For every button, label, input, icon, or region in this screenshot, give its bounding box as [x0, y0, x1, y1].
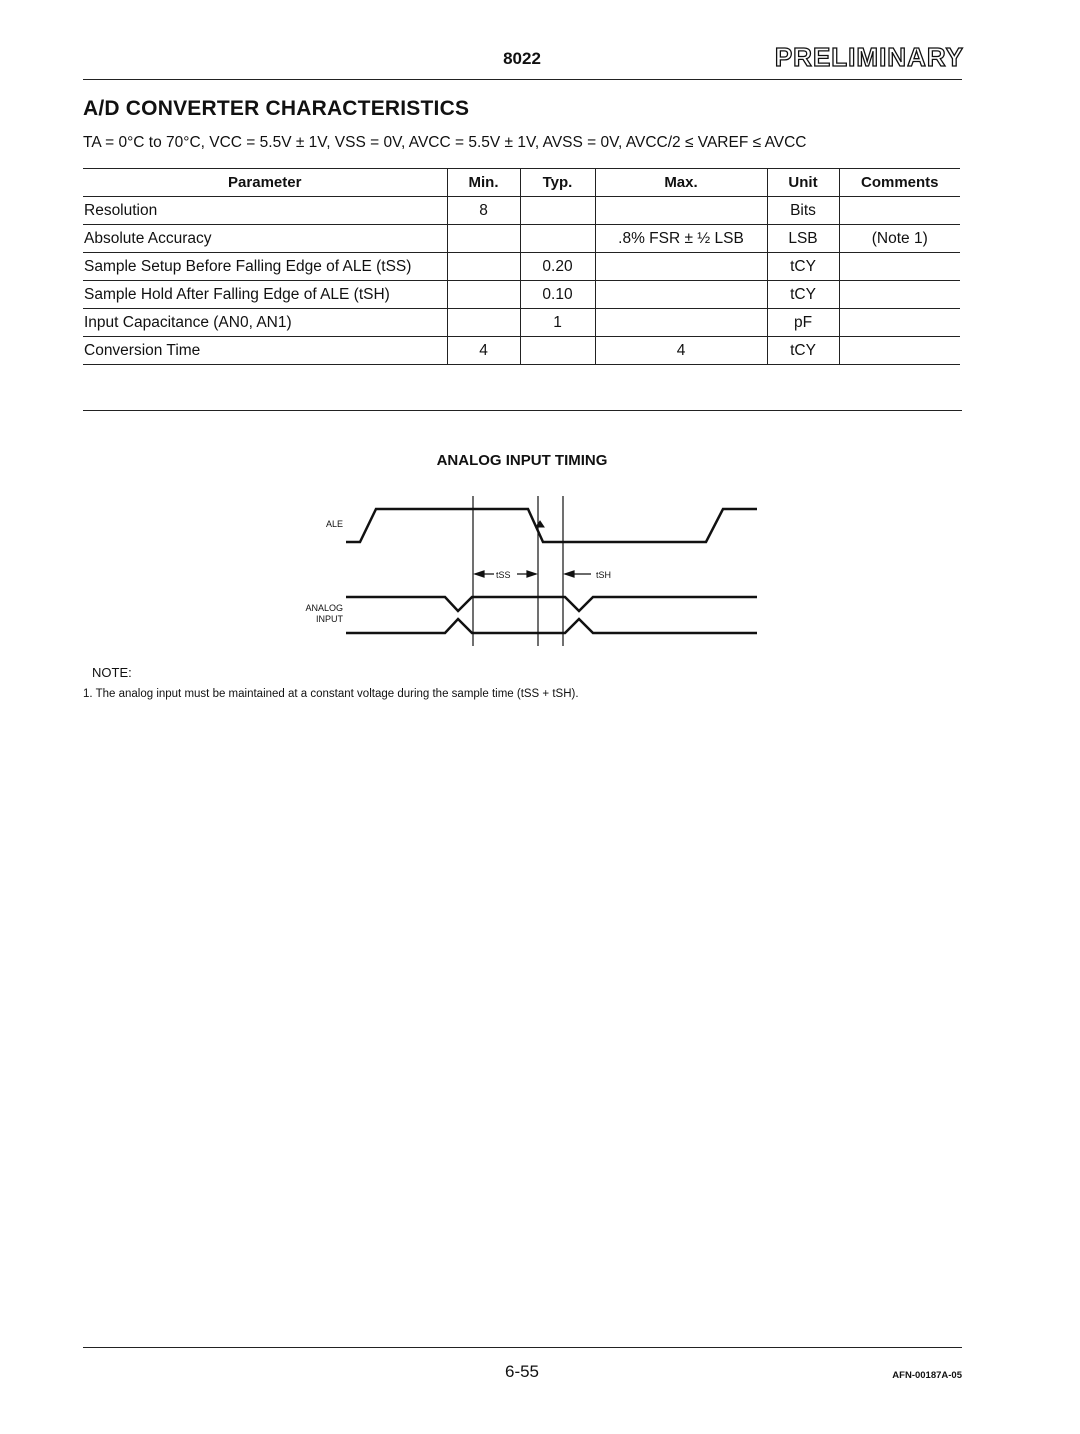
- tss-label: tSS: [496, 570, 511, 580]
- cell-max: 4: [595, 337, 767, 365]
- cell-parameter: Absolute Accuracy: [83, 225, 447, 253]
- cell-comments: (Note 1): [839, 225, 960, 253]
- analog-label: ANALOG: [305, 603, 343, 613]
- cell-typ: [520, 225, 595, 253]
- table-row: [83, 253, 960, 281]
- edge-marker-icon: [536, 521, 544, 527]
- page-number: 6-55: [504, 1362, 540, 1381]
- cell-parameter: Input Capacitance (AN0, AN1): [83, 309, 447, 337]
- cell-typ: 0.10: [520, 281, 595, 309]
- cell-comments: [839, 197, 960, 225]
- timing-diagram-title: ANALOG INPUT TIMING: [436, 452, 608, 469]
- preliminary-mark: PRELIMINARY: [774, 42, 964, 72]
- col-header-min: Min.: [447, 169, 520, 197]
- cell-parameter: Resolution: [83, 197, 447, 225]
- analog-input-timing-diagram: [0, 480, 1080, 650]
- document-code: AFN-00187A-05: [892, 1370, 962, 1381]
- col-header-comments: Comments: [839, 169, 960, 197]
- cell-parameter: Sample Hold After Falling Edge of ALE (tSH): [83, 281, 447, 309]
- cell-min: 4: [447, 337, 520, 365]
- cell-comments: [839, 309, 960, 337]
- table-row: [83, 197, 960, 225]
- cell-min: 8: [447, 197, 520, 225]
- ale-label: ALE: [325, 519, 343, 529]
- cell-unit: tCY: [767, 253, 839, 281]
- note-text: 1. The analog input must be maintained at a constant voltage during the sample time (tSS + tSH).: [83, 688, 579, 700]
- tsh-dimension: [565, 571, 591, 577]
- cell-max: [595, 309, 767, 337]
- table-row: [83, 309, 960, 337]
- table-row: [83, 225, 960, 253]
- cell-typ: 1: [520, 309, 595, 337]
- ad-characteristics-table: [83, 168, 960, 365]
- footer-rule: [83, 1347, 962, 1348]
- section-title: A/D CONVERTER CHARACTERISTICS: [83, 97, 470, 120]
- col-header-unit: Unit: [767, 169, 839, 197]
- analog-input-waveform-bottom: [346, 619, 757, 633]
- table-header-row: [83, 169, 960, 197]
- cell-min: [447, 309, 520, 337]
- cell-max: [595, 197, 767, 225]
- note-label: NOTE:: [92, 665, 132, 680]
- analog-input-crossing: [445, 597, 593, 633]
- cell-unit: pF: [767, 309, 839, 337]
- cell-max: [595, 281, 767, 309]
- timing-reference-lines: [473, 496, 563, 646]
- tsh-label: tSH: [596, 570, 612, 580]
- cell-unit: tCY: [767, 281, 839, 309]
- col-header-max: Max.: [595, 169, 767, 197]
- cell-comments: [839, 253, 960, 281]
- col-header-parameter: Parameter: [83, 169, 447, 197]
- cell-parameter: Sample Setup Before Falling Edge of ALE (tSS): [83, 253, 447, 281]
- cell-max: .8% FSR ± ½ LSB: [595, 225, 767, 253]
- analog-input-waveform-top: [346, 597, 757, 611]
- cell-min: [447, 253, 520, 281]
- cell-comments: [839, 337, 960, 365]
- section-divider: [83, 410, 962, 411]
- operating-conditions: TA = 0°C to 70°C, VCC = 5.5V ± 1V, VSS = 0V, AVCC = 5.5V ± 1V, AVSS = 0V, AVCC/2 ≤ VAREF ≤ AVCC: [83, 134, 807, 151]
- cell-typ: [520, 337, 595, 365]
- cell-unit: LSB: [767, 225, 839, 253]
- cell-min: [447, 281, 520, 309]
- input-label: INPUT: [316, 614, 343, 624]
- cell-typ: 0.20: [520, 253, 595, 281]
- cell-comments: [839, 281, 960, 309]
- part-number: 8022: [503, 49, 541, 68]
- cell-typ: [520, 197, 595, 225]
- cell-parameter: Conversion Time: [83, 337, 447, 365]
- cell-max: [595, 253, 767, 281]
- header-rule: [83, 79, 962, 80]
- col-header-typ: Typ.: [520, 169, 595, 197]
- cell-min: [447, 225, 520, 253]
- table-row: [83, 281, 960, 309]
- cell-unit: Bits: [767, 197, 839, 225]
- ale-waveform: [346, 509, 757, 542]
- table-row: [83, 337, 960, 365]
- cell-unit: tCY: [767, 337, 839, 365]
